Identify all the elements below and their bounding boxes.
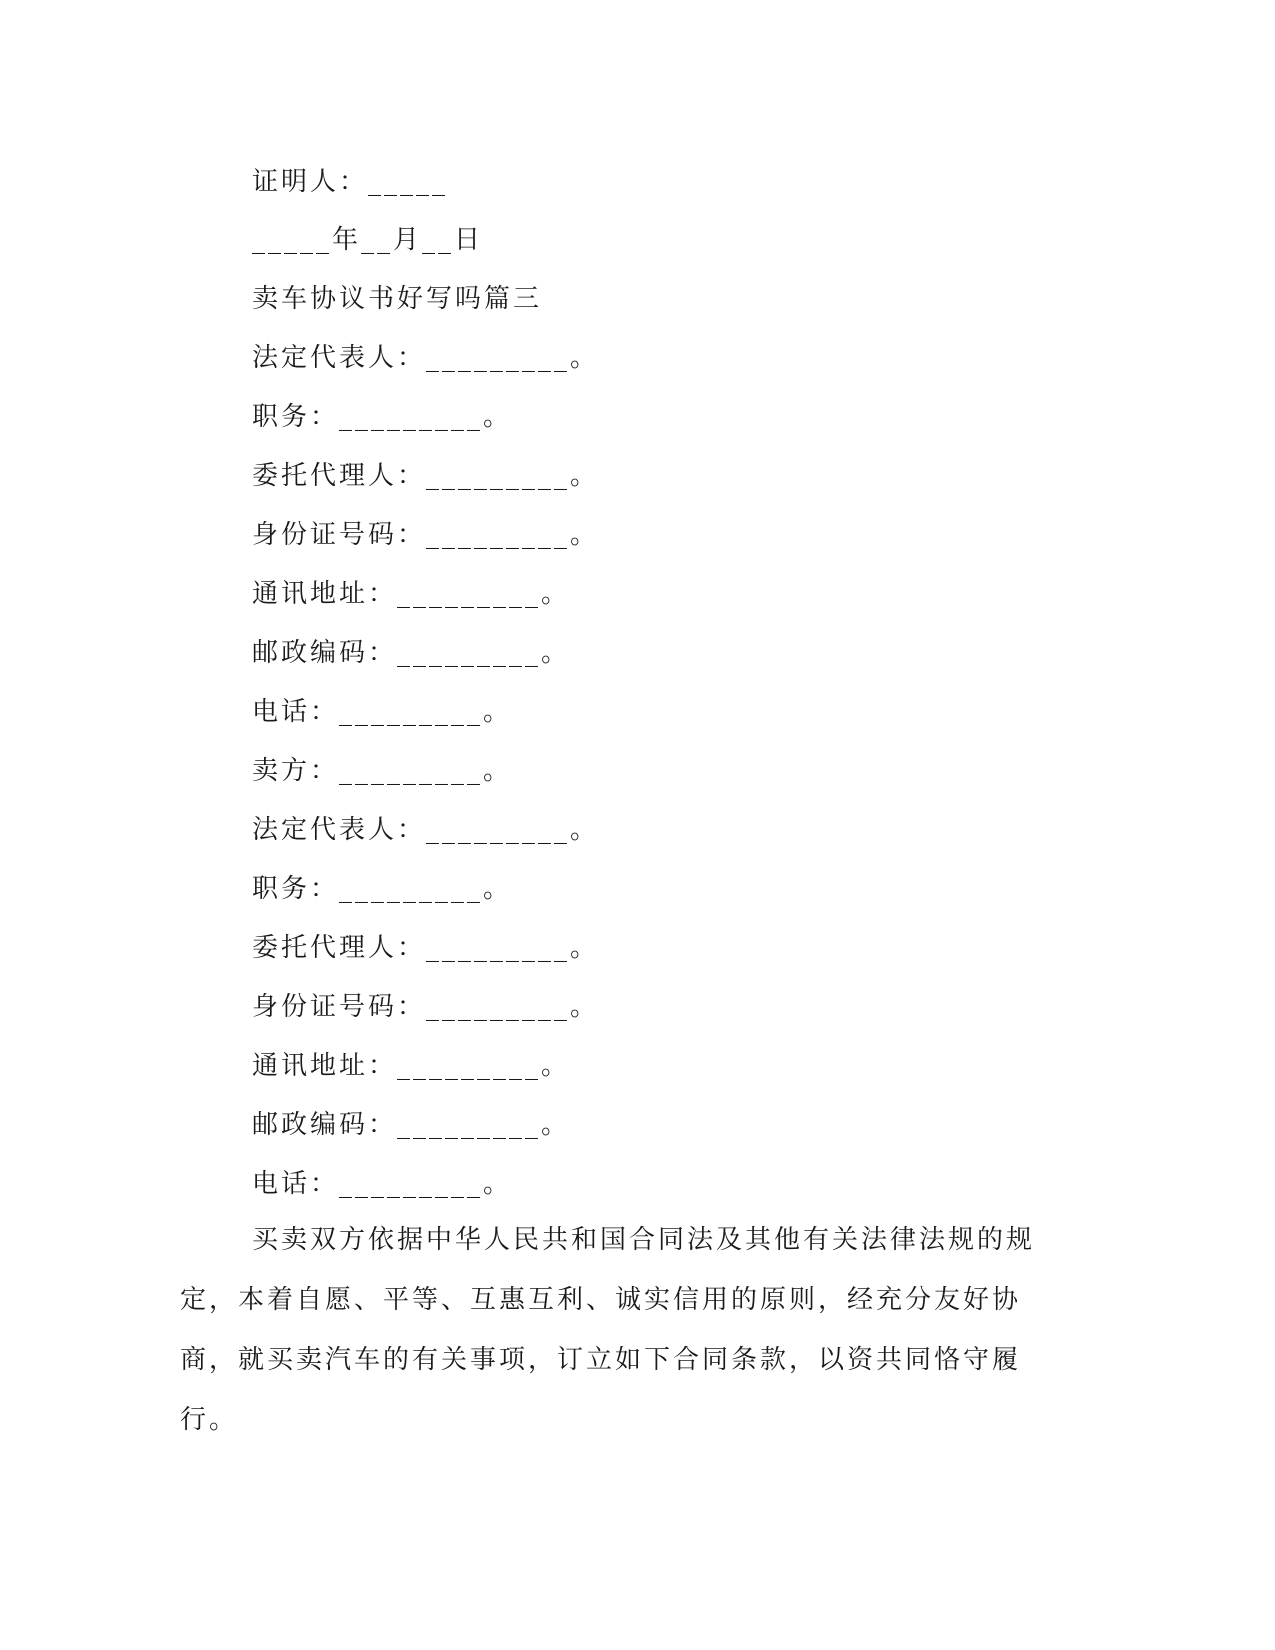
seller-postcode-line: 邮政编码：_________。 xyxy=(252,1110,571,1140)
buyer-agent-line: 委托代理人：_________。 xyxy=(252,461,600,491)
buyer-position-line: 职务：_________。 xyxy=(252,402,513,432)
seller-position-line: 职务：_________。 xyxy=(252,874,513,904)
seller-id-number-line: 身份证号码：_________。 xyxy=(252,992,600,1022)
seller-agent-line: 委托代理人：_________。 xyxy=(252,933,600,963)
seller-address-line: 通讯地址：_________。 xyxy=(252,1051,571,1081)
seller-line: 卖方：_________。 xyxy=(252,756,513,786)
agreement-paragraph: 买卖双方依据中华人民共和国合同法及其他有关法律法规的规定，本着自愿、平等、互惠互利、诚实信用的原则，经充分友好协商，就买卖汽车的有关事项，订立如下合同条款，以资共同恪守履行。 xyxy=(180,1225,1036,1435)
witness-line: 证明人：_____ xyxy=(252,167,449,197)
date-line: _____年__月__日 xyxy=(252,225,484,255)
buyer-phone-line: 电话：_________。 xyxy=(252,697,513,727)
buyer-address-line: 通讯地址：_________。 xyxy=(252,579,571,609)
buyer-id-number-line: 身份证号码：_________。 xyxy=(252,520,600,550)
buyer-legal-representative-line: 法定代表人：_________。 xyxy=(252,343,600,373)
section-title: 卖车协议书好写吗篇三 xyxy=(252,284,543,314)
seller-phone-line: 电话：_________。 xyxy=(252,1169,513,1199)
buyer-postcode-line: 邮政编码：_________。 xyxy=(252,638,571,668)
seller-legal-representative-line: 法定代表人：_________。 xyxy=(252,815,600,845)
